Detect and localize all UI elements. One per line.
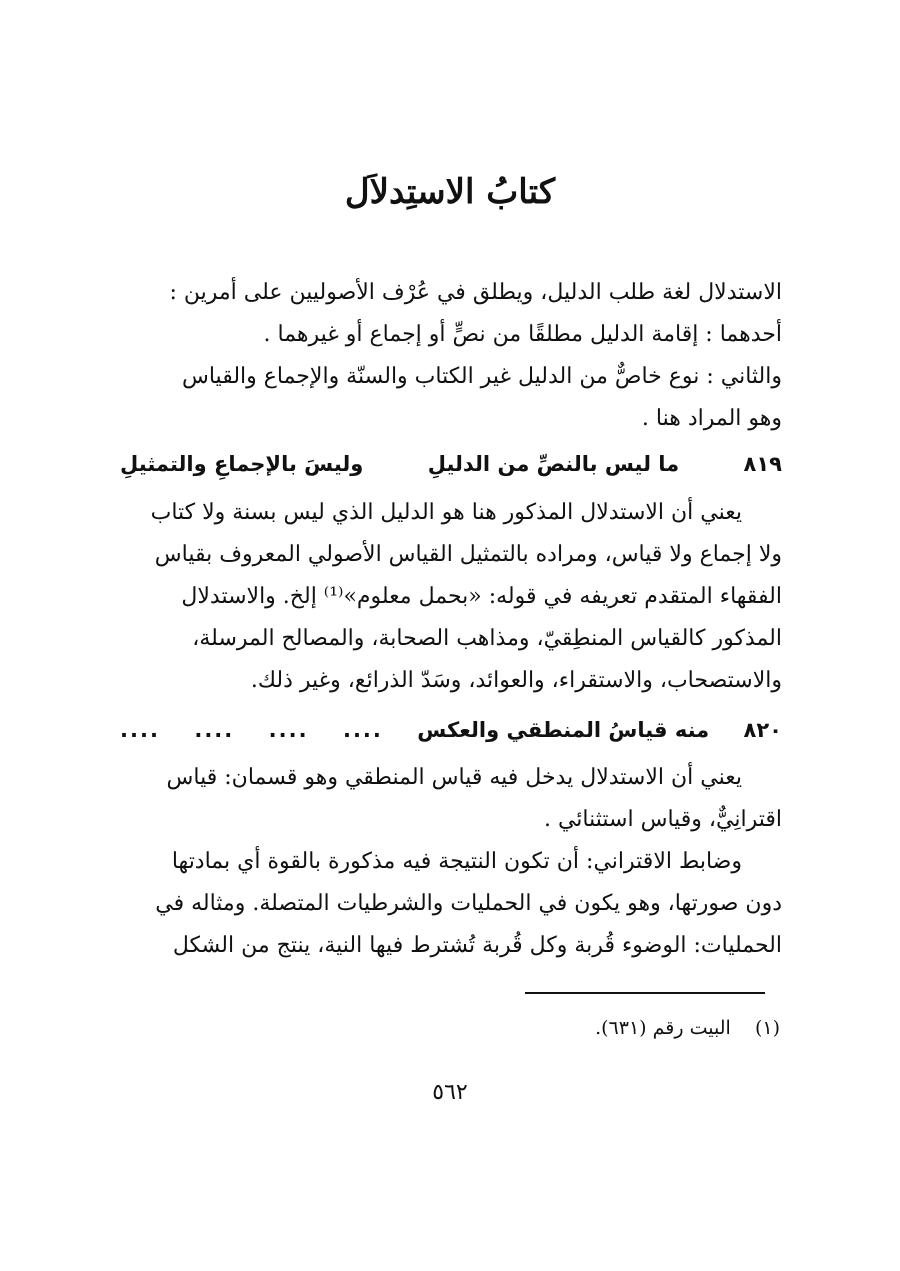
verse-819 bbox=[120, 442, 782, 486]
explanation-line: دون صورتها، وهو يكون في الحمليات والشرطيات المتصلة. ومثاله في bbox=[155, 891, 782, 916]
verse-number: ٨٢٠ bbox=[743, 718, 782, 742]
footnote-marker: (١) bbox=[754, 1017, 780, 1039]
chapter-title: كتابُ الاستِدلاَل bbox=[344, 172, 556, 212]
intro-paragraph bbox=[120, 272, 782, 440]
footnote-divider bbox=[525, 992, 765, 994]
page-number: ٥٦٢ bbox=[432, 1080, 468, 1105]
verse-first-half: منه قياسُ المنطقي والعكس bbox=[417, 718, 710, 742]
verse-ellipsis: .... bbox=[120, 718, 160, 742]
verse-first-half: ما ليس بالنصِّ من الدليلِ bbox=[427, 452, 680, 476]
explanation-819 bbox=[120, 492, 782, 702]
explanation-line: يعني أن الاستدلال يدخل فيه قياس المنطقي وهو قسمان: قياس bbox=[166, 765, 742, 790]
explanation-line: اقترانِيٌّ، وقياس استثنائي . bbox=[543, 807, 782, 832]
explanation-line: وضابط الاقتراني: أن تكون النتيجة فيه مذكورة بالقوة أي بمادتها bbox=[171, 849, 742, 874]
footnote bbox=[420, 1017, 780, 1039]
explanation-820 bbox=[120, 757, 782, 967]
explanation-line: يعني أن الاستدلال المذكور هنا هو الدليل الذي ليس بسنة ولا كتاب bbox=[150, 500, 742, 525]
explanation-line: المذكور كالقياس المنطِقيّ، ومذاهب الصحابة، والمصالح المرسلة، bbox=[192, 626, 782, 651]
verse-second-half: وليسَ بالإجماعِ والتمثيلِ bbox=[120, 452, 364, 476]
verse-number: ٨١٩ bbox=[743, 452, 782, 476]
explanation-line: ولا إجماع ولا قياس، ومراده بالتمثيل القياس الأصولي المعروف بقياس bbox=[154, 542, 782, 567]
intro-line: أحدهما : إقامة الدليل مطلقًا من نصٍّ أو إجماع أو غيرهما . bbox=[263, 322, 782, 347]
verse-ellipsis: .... bbox=[268, 718, 309, 742]
footnote-text: البيت رقم (٦٣١). bbox=[595, 1017, 731, 1039]
intro-line: والثاني : نوع خاصٌّ من الدليل غير الكتاب والسنّة والإجماع والقياس bbox=[182, 364, 782, 389]
explanation-line: الفقهاء المتقدم تعريفه في قوله: «بحمل معلوم»⁽¹⁾ إلخ. والاستدلال bbox=[181, 584, 782, 609]
verse-ellipsis: .... bbox=[194, 718, 235, 742]
explanation-line: والاستصحاب، والاستقراء، والعوائد، وسَدّ الذرائع، وغير ذلك. bbox=[250, 668, 782, 693]
intro-line: وهو المراد هنا . bbox=[641, 406, 782, 431]
verse-820 bbox=[120, 708, 782, 752]
intro-line: الاستدلال لغة طلب الدليل، ويطلق في عُرْف الأصوليين على أمرين : bbox=[169, 280, 782, 305]
explanation-line: الحمليات: الوضوء قُربة وكل قُربة تُشترط فيها النية، ينتج من الشكل bbox=[172, 933, 782, 958]
verse-ellipsis: .... bbox=[342, 718, 383, 742]
